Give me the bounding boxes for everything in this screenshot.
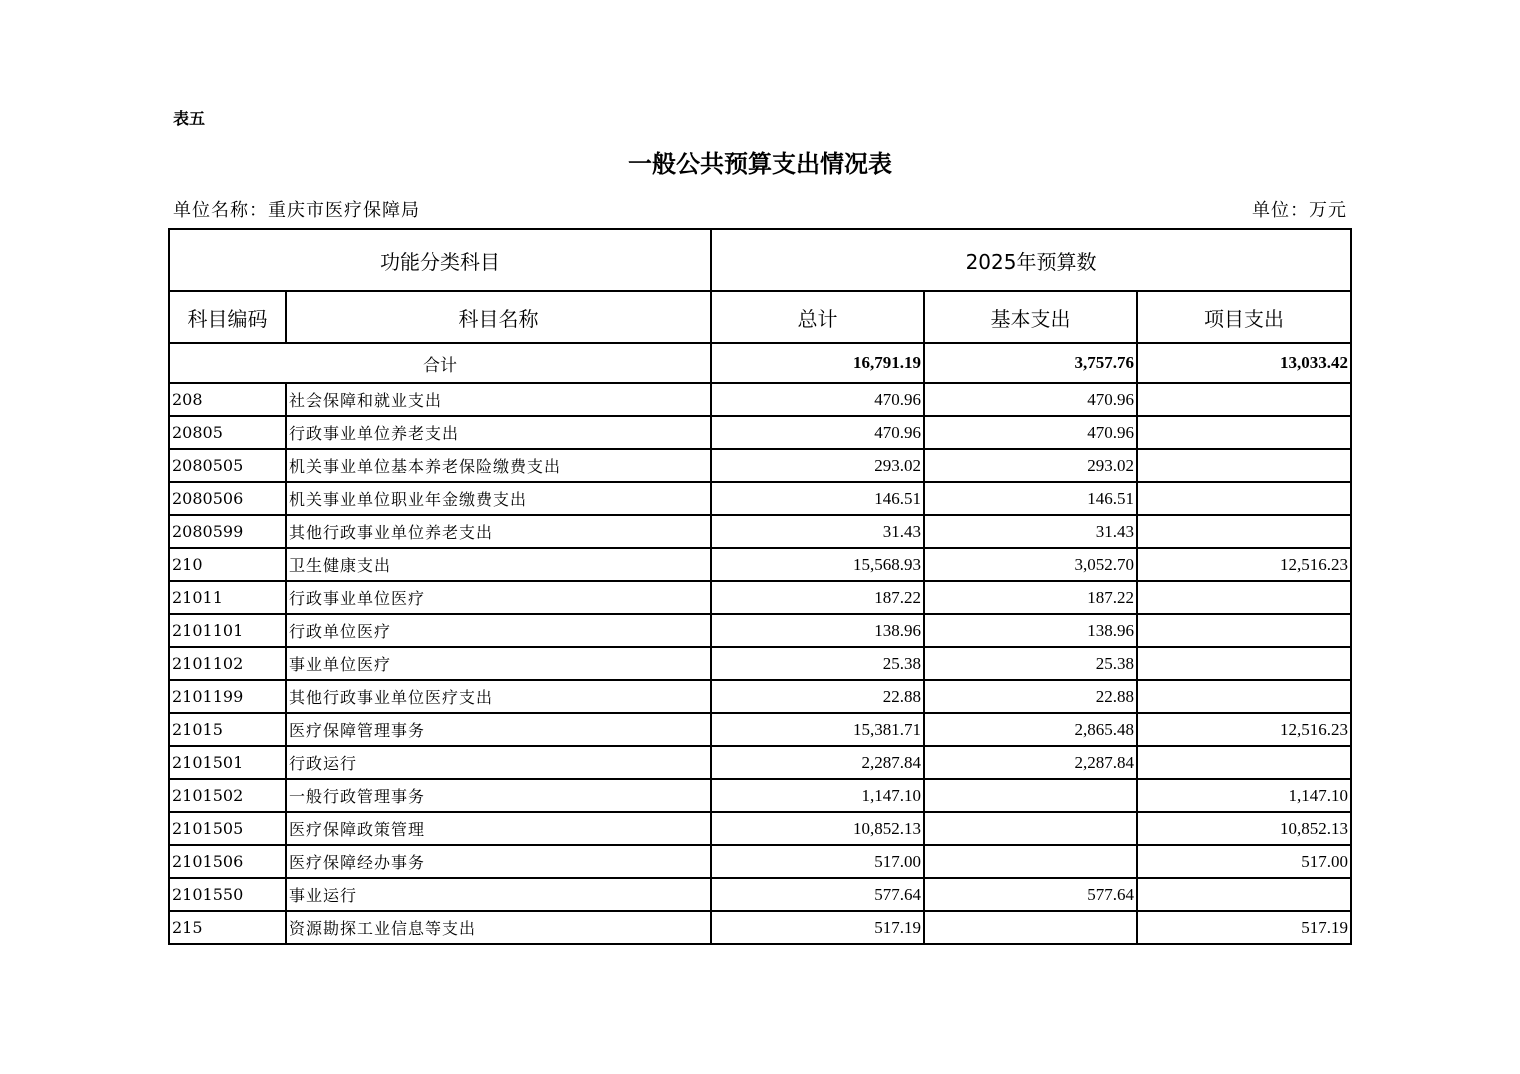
cell-total: 470.96 (711, 383, 924, 416)
cell-name: 行政事业单位医疗 (286, 581, 711, 614)
cell-basic: 470.96 (924, 416, 1137, 449)
cell-basic: 146.51 (924, 482, 1137, 515)
cell-name: 事业单位医疗 (286, 647, 711, 680)
cell-code: 2080506 (169, 482, 286, 515)
cell-total: 15,568.93 (711, 548, 924, 581)
budget-table (168, 228, 1352, 945)
cell-project (1137, 581, 1351, 614)
cell-basic: 2,865.48 (924, 713, 1137, 746)
table-row (169, 614, 1351, 647)
cell-basic: 25.38 (924, 647, 1137, 680)
cell-code: 21015 (169, 713, 286, 746)
cell-name: 机关事业单位职业年金缴费支出 (286, 482, 711, 515)
cell-total: 517.19 (711, 911, 924, 944)
cell-basic (924, 911, 1137, 944)
cell-code: 2101501 (169, 746, 286, 779)
cell-name: 事业运行 (286, 878, 711, 911)
cell-code: 2101502 (169, 779, 286, 812)
cell-name: 医疗保障管理事务 (286, 713, 711, 746)
table-row (169, 581, 1351, 614)
table-row (169, 713, 1351, 746)
table-row (169, 878, 1351, 911)
cell-total: 31.43 (711, 515, 924, 548)
cell-total: 293.02 (711, 449, 924, 482)
cell-name: 行政单位医疗 (286, 614, 711, 647)
cell-basic (924, 812, 1137, 845)
cell-total: 138.96 (711, 614, 924, 647)
cell-code: 2101506 (169, 845, 286, 878)
cell-total: 517.00 (711, 845, 924, 878)
cell-basic: 187.22 (924, 581, 1137, 614)
cell-project: 517.19 (1137, 911, 1351, 944)
table-row (169, 746, 1351, 779)
table-row (169, 515, 1351, 548)
header-project: 项目支出 (1137, 291, 1351, 343)
cell-code: 2101550 (169, 878, 286, 911)
cell-basic: 577.64 (924, 878, 1137, 911)
table-row (169, 845, 1351, 878)
cell-name: 社会保障和就业支出 (286, 383, 711, 416)
cell-code: 2101102 (169, 647, 286, 680)
cell-project (1137, 416, 1351, 449)
cell-basic: 22.88 (924, 680, 1137, 713)
cell-basic: 2,287.84 (924, 746, 1137, 779)
cell-name: 卫生健康支出 (286, 548, 711, 581)
header-budget-year: 2025年预算数 (711, 229, 1351, 291)
cell-total: 15,381.71 (711, 713, 924, 746)
total-total: 16,791.19 (711, 343, 924, 383)
header-basic: 基本支出 (924, 291, 1137, 343)
cell-code: 21011 (169, 581, 286, 614)
cell-code: 215 (169, 911, 286, 944)
cell-basic: 3,052.70 (924, 548, 1137, 581)
cell-project: 517.00 (1137, 845, 1351, 878)
header-functional-category: 功能分类科目 (169, 229, 711, 291)
cell-total: 187.22 (711, 581, 924, 614)
cell-code: 208 (169, 383, 286, 416)
header-row-2 (169, 291, 1351, 343)
cell-project (1137, 746, 1351, 779)
cell-project (1137, 383, 1351, 416)
cell-code: 2080599 (169, 515, 286, 548)
cell-basic (924, 845, 1137, 878)
cell-total: 10,852.13 (711, 812, 924, 845)
cell-project: 1,147.10 (1137, 779, 1351, 812)
cell-name: 行政运行 (286, 746, 711, 779)
table-row (169, 680, 1351, 713)
cell-name: 医疗保障政策管理 (286, 812, 711, 845)
table-row (169, 383, 1351, 416)
cell-code: 210 (169, 548, 286, 581)
table-row (169, 812, 1351, 845)
cell-total: 1,147.10 (711, 779, 924, 812)
cell-name: 一般行政管理事务 (286, 779, 711, 812)
cell-name: 其他行政事业单位养老支出 (286, 515, 711, 548)
total-label: 合计 (169, 343, 711, 383)
cell-total: 22.88 (711, 680, 924, 713)
header-total: 总计 (711, 291, 924, 343)
unit-name-label: 单位名称：重庆市医疗保障局 (173, 200, 420, 221)
table-row (169, 482, 1351, 515)
cell-project (1137, 680, 1351, 713)
cell-basic: 293.02 (924, 449, 1137, 482)
currency-unit-label: 单位：万元 (1252, 200, 1347, 221)
cell-project (1137, 515, 1351, 548)
total-basic: 3,757.76 (924, 343, 1137, 383)
table-row (169, 449, 1351, 482)
cell-total: 25.38 (711, 647, 924, 680)
cell-name: 机关事业单位基本养老保险缴费支出 (286, 449, 711, 482)
total-project: 13,033.42 (1137, 343, 1351, 383)
cell-project: 12,516.23 (1137, 713, 1351, 746)
header-row-1 (169, 229, 1351, 291)
cell-project (1137, 482, 1351, 515)
cell-total: 2,287.84 (711, 746, 924, 779)
table-row (169, 779, 1351, 812)
cell-basic: 138.96 (924, 614, 1137, 647)
total-row (169, 343, 1351, 383)
header-code: 科目编码 (169, 291, 286, 343)
cell-code: 20805 (169, 416, 286, 449)
cell-name: 资源勘探工业信息等支出 (286, 911, 711, 944)
cell-basic (924, 779, 1137, 812)
table-row (169, 548, 1351, 581)
cell-name: 其他行政事业单位医疗支出 (286, 680, 711, 713)
cell-project: 10,852.13 (1137, 812, 1351, 845)
page-title: 一般公共预算支出情况表 (628, 149, 892, 178)
cell-project (1137, 449, 1351, 482)
header-name: 科目名称 (286, 291, 711, 343)
cell-name: 医疗保障经办事务 (286, 845, 711, 878)
cell-basic: 470.96 (924, 383, 1137, 416)
cell-project (1137, 647, 1351, 680)
table-row (169, 416, 1351, 449)
cell-total: 470.96 (711, 416, 924, 449)
cell-basic: 31.43 (924, 515, 1137, 548)
table-number-label: 表五 (173, 109, 206, 128)
cell-code: 2080505 (169, 449, 286, 482)
cell-project (1137, 878, 1351, 911)
cell-project: 12,516.23 (1137, 548, 1351, 581)
cell-code: 2101101 (169, 614, 286, 647)
cell-code: 2101505 (169, 812, 286, 845)
cell-code: 2101199 (169, 680, 286, 713)
cell-name: 行政事业单位养老支出 (286, 416, 711, 449)
cell-project (1137, 614, 1351, 647)
cell-total: 146.51 (711, 482, 924, 515)
table-row (169, 647, 1351, 680)
table-row (169, 911, 1351, 944)
cell-total: 577.64 (711, 878, 924, 911)
